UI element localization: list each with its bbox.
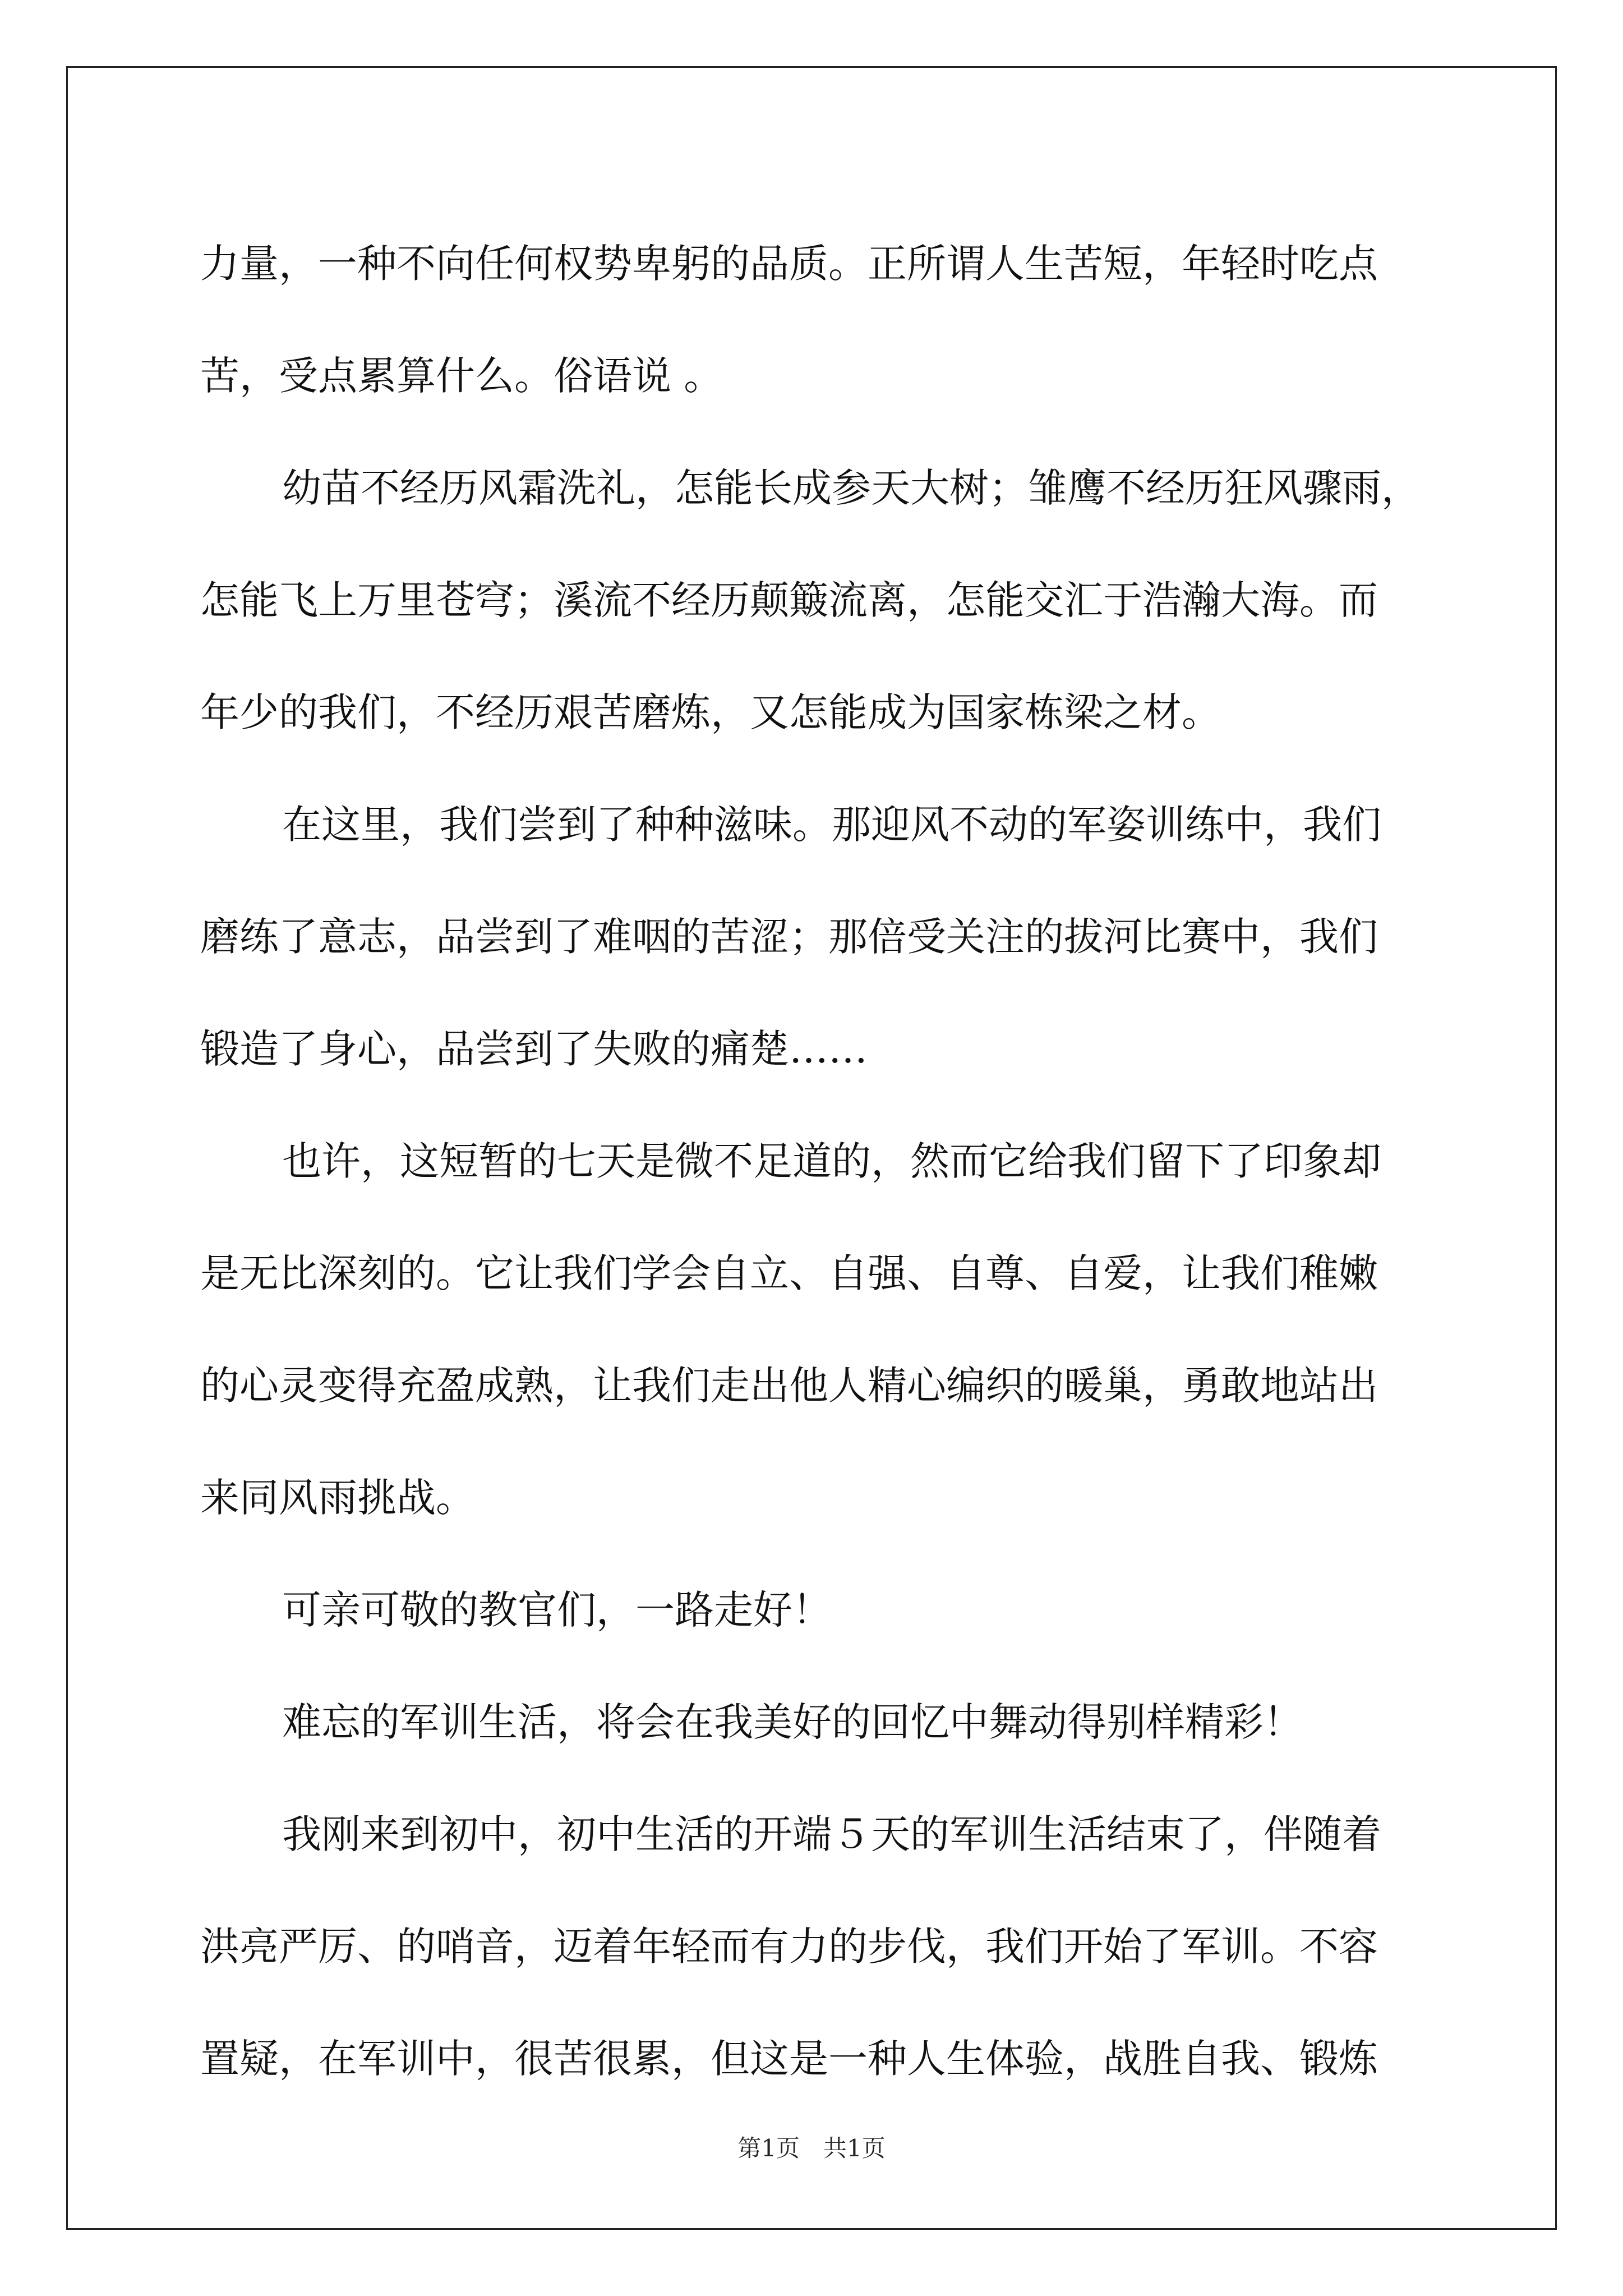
paragraph: 力量，一种不向任何权势卑躬的品质。正所谓人生苦短，年轻时吃点 苦，受点累算什么。俗语说 。	[200, 241, 1378, 399]
paragraph: 幼苗不经历风霜洗礼，怎能长成参天大树；雏鹰不经历狂风骤雨， 怎能飞上万里苍穹；溪流不经历颠簸流离，怎能交汇于浩瀚大海。而 年少的我们，不经历艰苦磨炼，又怎能成为国家栋梁之材。	[200, 465, 1421, 735]
page-number-footer: 第1页 共1页	[737, 2134, 886, 2162]
paragraph: 在这里，我们尝到了种种滋味。那迎风不动的军姿训练中，我们 磨练了意志，品尝到了难咽的苦涩；那倍受关注的拔河比赛中，我们 锻造了身心，品尝到了失败的痛楚……	[200, 802, 1381, 1072]
paragraph: 可亲可敬的教官们，一路走好！	[282, 1587, 832, 1633]
document-body	[200, 208, 1423, 2115]
paragraph: 难忘的军训生活，将会在我美好的回忆中舞动得别样精彩！	[282, 1699, 1303, 1745]
paragraph: 也许，这短暂的七天是微不足道的，然而它给我们留下了印象却 是无比深刻的。它让我们学会自立、自强、自尊、自爱，让我们稚嫩 的心灵变得充盈成熟，让我们走出他人精心编织的暖巢，勇敢地站出 来同风雨挑战。	[200, 1138, 1381, 1521]
paragraph: 我刚来到初中，初中生活的开端５天的军训生活结束了，伴随着 洪亮严厉、的哨音，迈着年轻而有力的步伐，我们开始了军训。不容 置疑，在军训中，很苦很累，但这是一种人生体验，战胜自我、锻炼	[200, 1811, 1381, 2082]
